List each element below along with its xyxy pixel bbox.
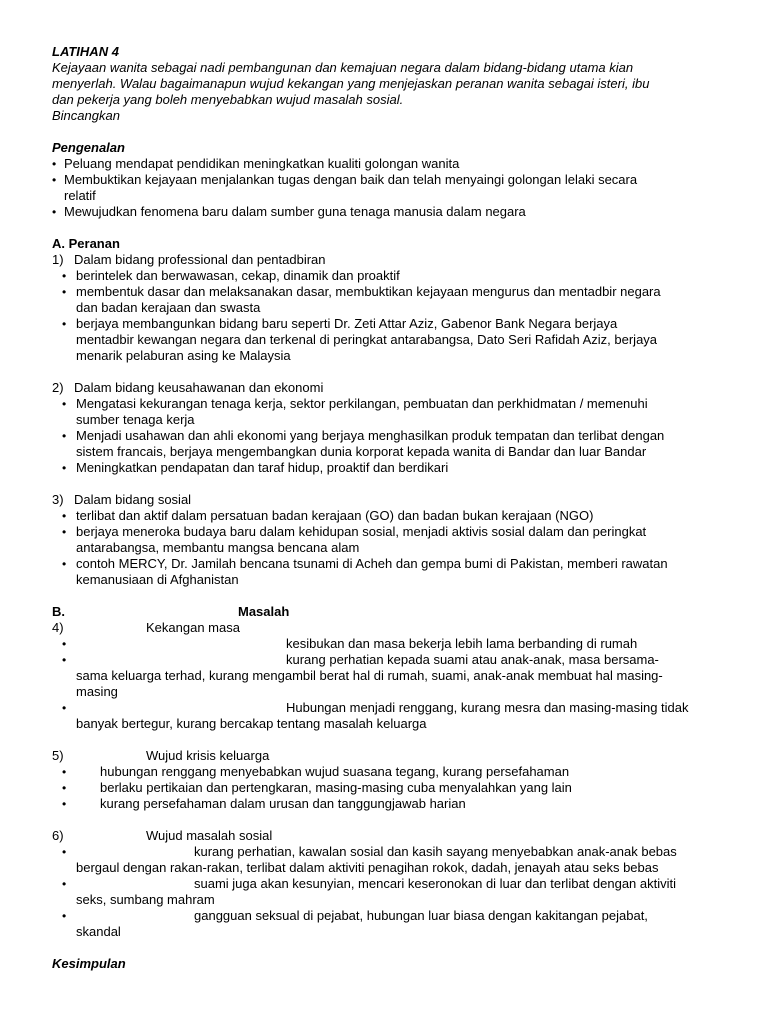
bullet-text-continued: kemanusiaan di Afghanistan (76, 572, 239, 587)
bullet-text-continued: sistem francais, berjaya mengembangkan dunia korporat kepada wanita di Bandar dan luar Bandar (76, 444, 647, 459)
bullet-text: Menjadi usahawan dan ahli ekonomi yang berjaya menghasilkan produk tempatan dan terlibat dengan (76, 428, 665, 443)
section-title-row (52, 620, 732, 636)
section-title: Kekangan masa (146, 620, 240, 635)
section-number: 1) (52, 252, 64, 267)
bullet-icon: • (62, 557, 67, 571)
bullet-icon: • (62, 637, 67, 651)
exercise-question-line: dan pekerja yang boleh menyebabkan wujud masalah sosial. (52, 92, 404, 107)
bullet-icon: • (52, 157, 57, 171)
bullet-icon: • (62, 797, 67, 811)
exercise-question-line: menyerlah. Walau bagaimanapun wujud kekangan yang menjejaskan peranan wanita sebagai isteri, ibu (52, 76, 650, 91)
bullet-icon: • (62, 285, 67, 299)
section-title: Dalam bidang sosial (74, 492, 192, 507)
bullet-item (52, 556, 732, 588)
bullet-text-continued: banyak bertegur, kurang bercakap tentang masalah keluarga (76, 716, 427, 731)
spacer (52, 588, 732, 604)
bullet-text: Meningkatkan pendapatan dan taraf hidup, proaktif dan berdikari (76, 460, 449, 475)
bullet-item (52, 700, 732, 732)
section-title-row (52, 252, 732, 268)
bullet-text-continued: sumber tenaga kerja (76, 412, 195, 427)
bullet-item (52, 524, 732, 556)
bullet-text: berjaya membangunkan bidang baru seperti Dr. Zeti Attar Aziz, Gabenor Bank Negara berjaya (76, 316, 618, 331)
bullet-item (52, 844, 732, 876)
bullet-text: Mewujudkan fenomena baru dalam sumber guna tenaga manusia dalam negara (64, 204, 526, 219)
bullet-icon: • (62, 397, 67, 411)
bullet-text: berintelek dan berwawasan, cekap, dinamik dan proaktif (76, 268, 400, 283)
bullet-text: berlaku pertikaian dan pertengkaran, masing-masing cuba menyalahkan yang lain (100, 780, 572, 795)
section-title: Dalam bidang keusahawanan dan ekonomi (74, 380, 324, 395)
bullet-icon: • (62, 765, 67, 779)
bullet-text-continued: bergaul dengan rakan-rakan, terlibat dalam aktiviti penagihan rokok, dadah, jenayah atau seks bebas (76, 860, 659, 875)
bullet-item (52, 428, 732, 460)
peranan-heading: A. Peranan (52, 236, 120, 251)
bullet-text: terlibat dan aktif dalam persatuan badan kerajaan (GO) dan badan bukan kerajaan (NGO) (76, 508, 594, 523)
section-title-row (52, 492, 732, 508)
section-number: 4) (52, 620, 64, 635)
masalah-heading: Masalah (238, 604, 290, 619)
bullet-item (52, 908, 732, 940)
exercise-title: LATIHAN 4 (52, 44, 119, 59)
bullet-text-continued: mentadbir kewangan negara dan terkenal di peringkat antarabangsa, Dato Seri Rafidah Aziz, berjaya (76, 332, 658, 347)
bullet-item (52, 268, 732, 284)
exercise-question-line: Kejayaan wanita sebagai nadi pembangunan dan kemajuan negara dalam bidang-bidang utama kian (52, 60, 634, 75)
bullet-text-continued: relatif (64, 188, 96, 203)
bullet-text: Membuktikan kejayaan menjalankan tugas dengan baik dan telah menyaingi golongan lelaki secara (64, 172, 638, 187)
pengenalan-heading: Pengenalan (52, 140, 125, 155)
section-number: 3) (52, 492, 64, 507)
spacer (52, 220, 732, 236)
bullet-text-continued: menarik pelaburan asing ke Malaysia (76, 348, 291, 363)
bullet-icon: • (52, 205, 57, 219)
bullet-text: suami juga akan kesunyian, mencari keseronokan di luar dan terlibat dengan aktiviti (194, 876, 677, 891)
spacer (52, 940, 732, 956)
bullet-icon: • (62, 525, 67, 539)
bullet-text-continued: antarabangsa, membantu mangsa bencana alam (76, 540, 360, 555)
bullet-icon: • (62, 701, 67, 715)
bullet-icon: • (52, 173, 57, 187)
bullet-icon: • (62, 269, 67, 283)
bullet-item (52, 460, 732, 476)
bullet-item (52, 796, 732, 812)
bullet-item (52, 316, 732, 364)
bullet-text: berjaya meneroka budaya baru dalam kehidupan sosial, menjadi aktivis sosial dalam dan peringkat (76, 524, 647, 539)
bullet-text: kurang persefahaman dalam urusan dan tanggungjawab harian (100, 796, 466, 811)
bullet-text: Peluang mendapat pendidikan meningkatkan kualiti golongan wanita (64, 156, 460, 171)
bullet-item (52, 652, 732, 700)
bullet-item (52, 876, 732, 908)
bullet-text: Mengatasi kekurangan tenaga kerja, sektor perkilangan, pembuatan dan perkhidmatan / memenuhi (76, 396, 648, 411)
bullet-text: kurang perhatian kepada suami atau anak-anak, masa bersama- (286, 652, 659, 667)
bullet-item (52, 284, 732, 316)
bullet-item (52, 172, 732, 204)
spacer (52, 812, 732, 828)
bullet-icon: • (62, 845, 67, 859)
bullet-icon: • (62, 877, 67, 891)
spacer (52, 732, 732, 748)
bullet-item (52, 396, 732, 428)
section-number: 5) (52, 748, 64, 763)
bullet-text: contoh MERCY, Dr. Jamilah bencana tsunami di Acheh dan gempa bumi di Pakistan, memberi rawatan (76, 556, 668, 571)
bullet-item (52, 204, 732, 220)
bullet-icon: • (62, 509, 67, 523)
bullet-text-continued: seks, sumbang mahram (76, 892, 215, 907)
bullet-text: membentuk dasar dan melaksanakan dasar, membuktikan kejayaan mengurus dan mentadbir negara (76, 284, 661, 299)
bullet-text: Hubungan menjadi renggang, kurang mesra dan masing-masing tidak (286, 700, 689, 715)
bullet-icon: • (62, 909, 67, 923)
bullet-icon: • (62, 429, 67, 443)
section-number: 2) (52, 380, 64, 395)
spacer (52, 124, 732, 140)
bullet-text-continued: dan badan kerajaan dan swasta (76, 300, 261, 315)
spacer (52, 476, 732, 492)
bullet-text: hubungan renggang menyebabkan wujud suasana tegang, kurang persefahaman (100, 764, 570, 779)
bullet-text: kesibukan dan masa bekerja lebih lama berbanding di rumah (286, 636, 638, 651)
section-title-row (52, 828, 732, 844)
bullet-icon: • (62, 653, 67, 667)
section-number: 6) (52, 828, 64, 843)
spacer (52, 364, 732, 380)
bullet-item (52, 636, 732, 652)
exercise-instruction: Bincangkan (52, 108, 120, 123)
bullet-item (52, 780, 732, 796)
masalah-label: B. (52, 604, 65, 619)
bullet-text: gangguan seksual di pejabat, hubungan luar biasa dengan kakitangan pejabat, (194, 908, 648, 923)
document-page (52, 44, 732, 972)
bullet-icon: • (62, 781, 67, 795)
bullet-item (52, 764, 732, 780)
masalah-heading-row (52, 604, 732, 620)
bullet-text-continued: masing (76, 684, 118, 699)
section-title: Wujud masalah sosial (146, 828, 273, 843)
bullet-icon: • (62, 317, 67, 331)
bullet-item (52, 156, 732, 172)
bullet-text-continued: sama keluarga terhad, kurang mengambil berat hal di rumah, suami, anak-anak membuat hal masing- (76, 668, 663, 683)
bullet-text: kurang perhatian, kawalan sosial dan kasih sayang menyebabkan anak-anak bebas (194, 844, 677, 859)
section-title: Wujud krisis keluarga (146, 748, 270, 763)
section-title: Dalam bidang professional dan pentadbiran (74, 252, 326, 267)
bullet-icon: • (62, 461, 67, 475)
section-title-row (52, 748, 732, 764)
bullet-item (52, 508, 732, 524)
bullet-text-continued: skandal (76, 924, 121, 939)
section-title-row (52, 380, 732, 396)
kesimpulan-heading: Kesimpulan (52, 956, 126, 971)
